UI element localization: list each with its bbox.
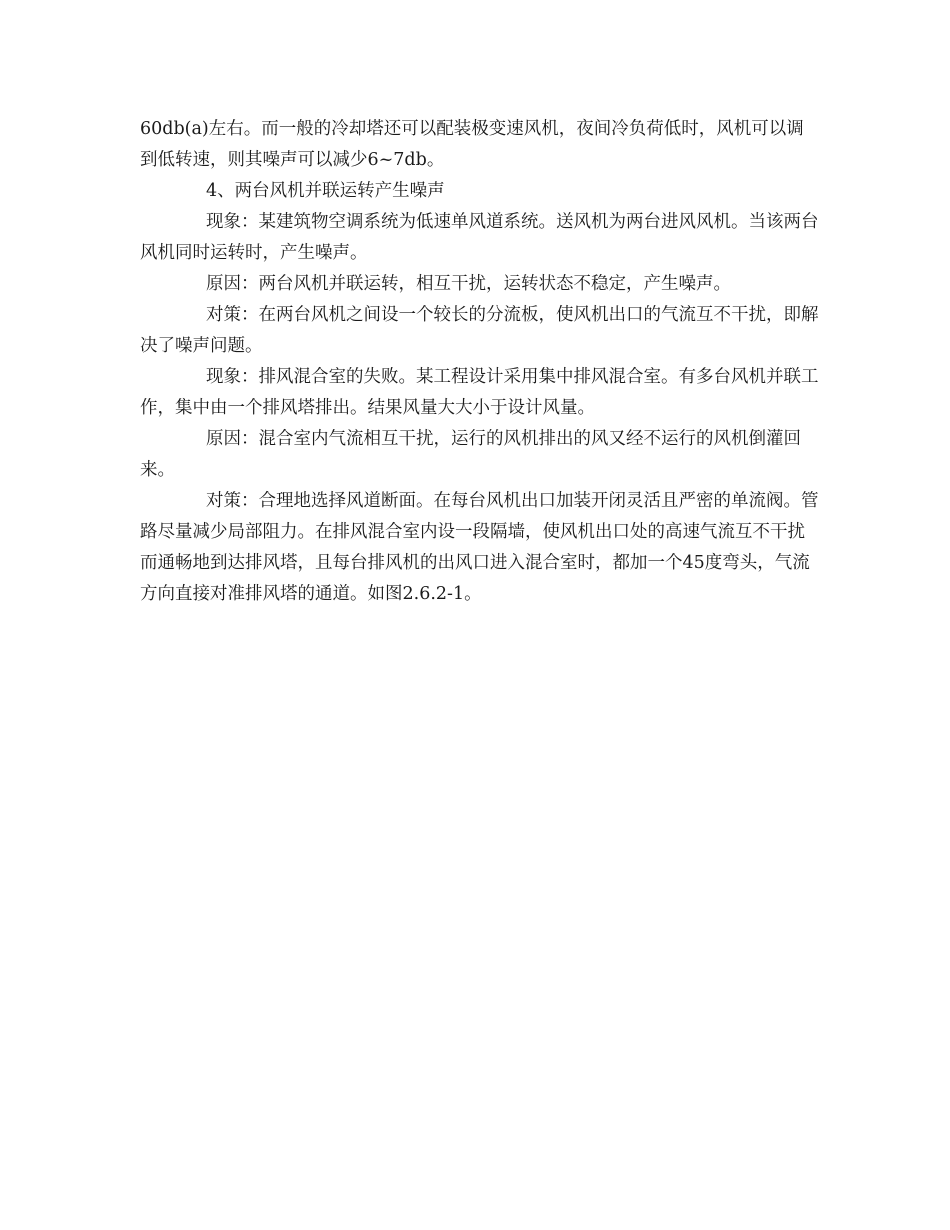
paragraph-countermeasure-1: 对策：在两台风机之间设一个较长的分流板，使风机出口的气流互不干扰，即解决了噪声问题。	[140, 305, 819, 356]
section-heading-fans-parallel-noise: 4、两台风机并联运转产生噪声	[206, 181, 445, 201]
paragraph-countermeasure-2: 对策：合理地选择风道断面。在每台风机出口加装开闭灵活且严密的单流阀。管路尽量减少局部阻力。在排风混合室内设一段隔墙，使风机出口处的高速气流互不干扰而通畅地到达排风塔，且每台排风机的出风口进入混合室时，都加一个45度弯头，气流方向直接对准排风塔的通道。如图2.6.2-1。	[140, 491, 819, 604]
document-body	[140, 114, 820, 610]
paragraph-cause-2: 原因：混合室内气流相互干扰，运行的风机排出的风又经不运行的风机倒灌回来。	[140, 429, 801, 480]
paragraph-phenomenon-1: 现象：某建筑物空调系统为低速单风道系统。送风机为两台进风风机。当该两台风机同时运转时，产生噪声。	[140, 212, 819, 263]
paragraph-continuation: 60db(a)左右。而一般的冷却塔还可以配装极变速风机，夜间冷负荷低时，风机可以调到低转速，则其噪声可以减少6~7db。	[140, 119, 804, 170]
paragraph-phenomenon-2: 现象：排风混合室的失败。某工程设计采用集中排风混合室。有多台风机并联工作，集中由一个排风塔排出。结果风量大大小于设计风量。	[140, 367, 819, 418]
paragraph-cause-1: 原因：两台风机并联运转，相互干扰，运转状态不稳定，产生噪声。	[206, 274, 731, 294]
